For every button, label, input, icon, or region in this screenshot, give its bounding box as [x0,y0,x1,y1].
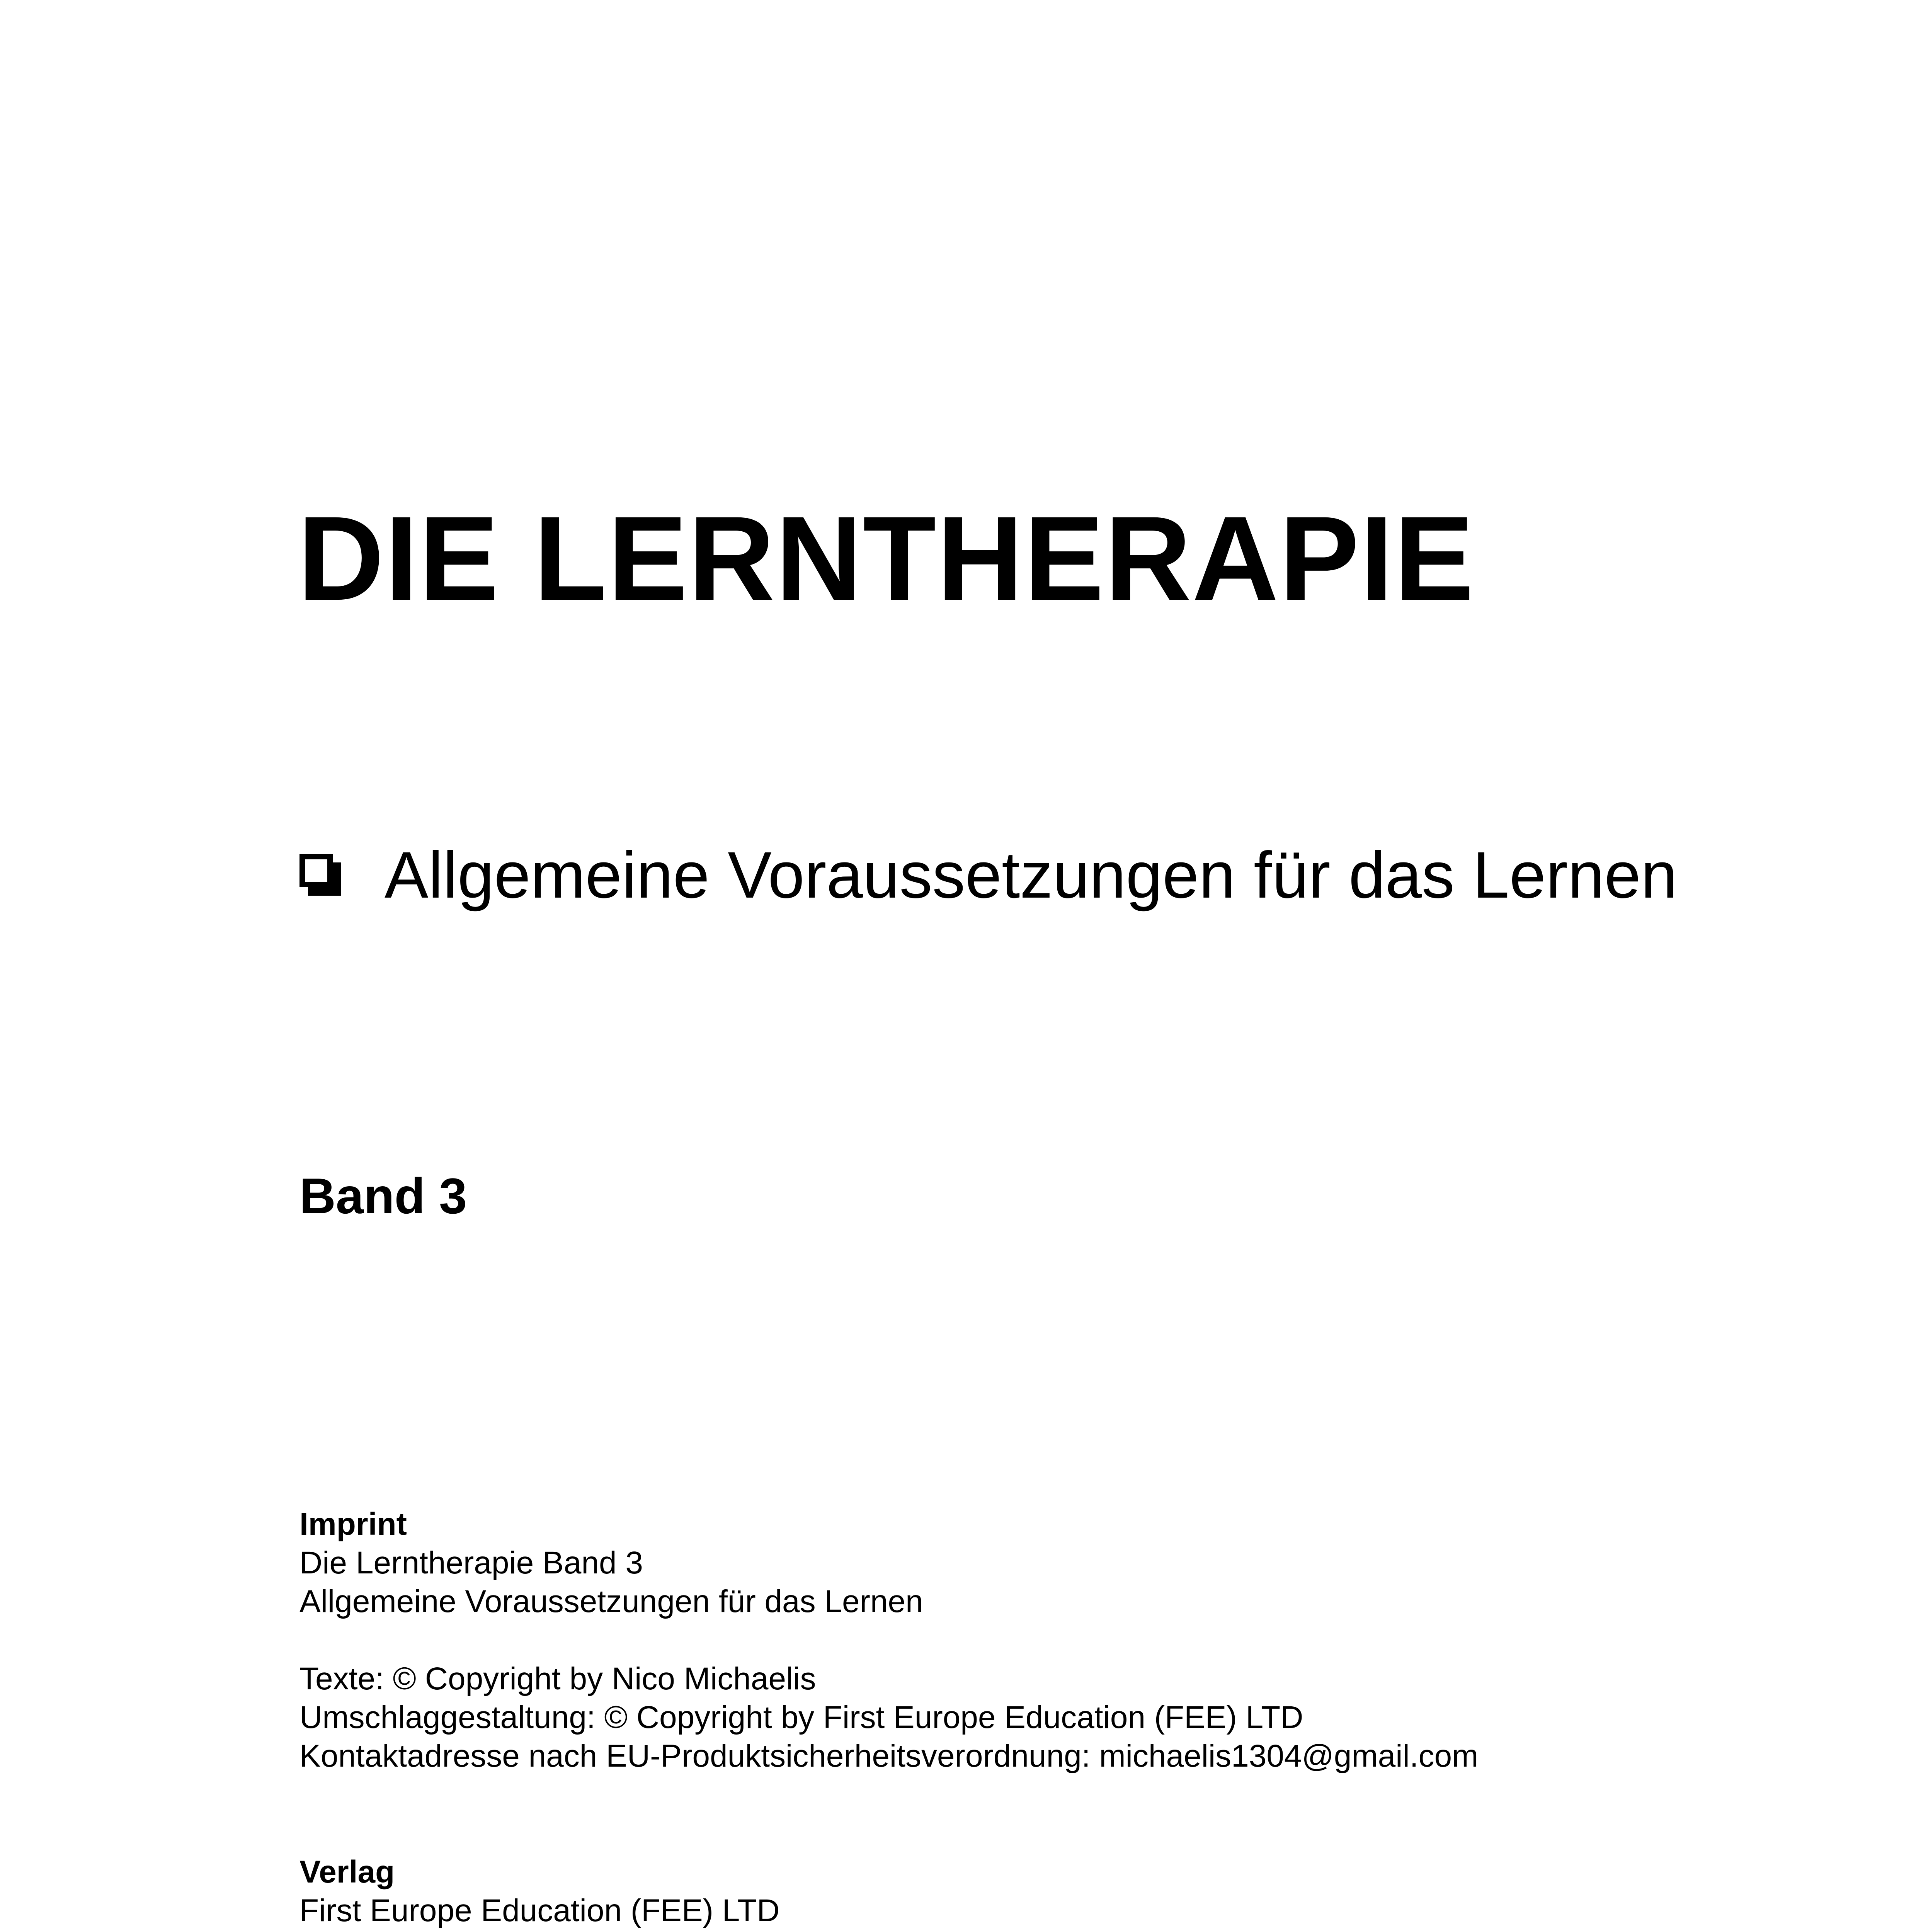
verlag-line: First Europe Education (FEE) LTD [299,1893,780,1928]
imprint-umschlag: Umschlaggestaltung: © Copyright by First Europe Education (FEE) LTD [299,1700,1303,1735]
verlag-heading: Verlag [299,1854,395,1889]
imprint-heading: Imprint [299,1507,407,1542]
verlag-line [299,1930,853,1932]
imprint-kontakt: Kontaktadresse nach EU-Produktsicherheitsverordnung: michaelis1304@gmail.com [299,1738,1479,1774]
imprint-section [299,1505,1478,1776]
imprint-book-subtitle: Allgemeine Voraussetzungen für das Lernen [299,1584,923,1619]
volume-label: Band 3 [299,1168,467,1224]
verlag-section [299,1853,853,1932]
book-subtitle: Allgemeine Voraussetzungen für das Lernen [385,838,1678,912]
imprint-book-title: Die Lerntherapie Band 3 [299,1545,643,1580]
checkbox-icon [299,854,342,896]
book-title: DIE LERNTHERAPIE [298,491,1475,625]
subtitle-row [299,838,1678,912]
imprint-texte: Texte: © Copyright by Nico Michaelis [299,1661,816,1696]
